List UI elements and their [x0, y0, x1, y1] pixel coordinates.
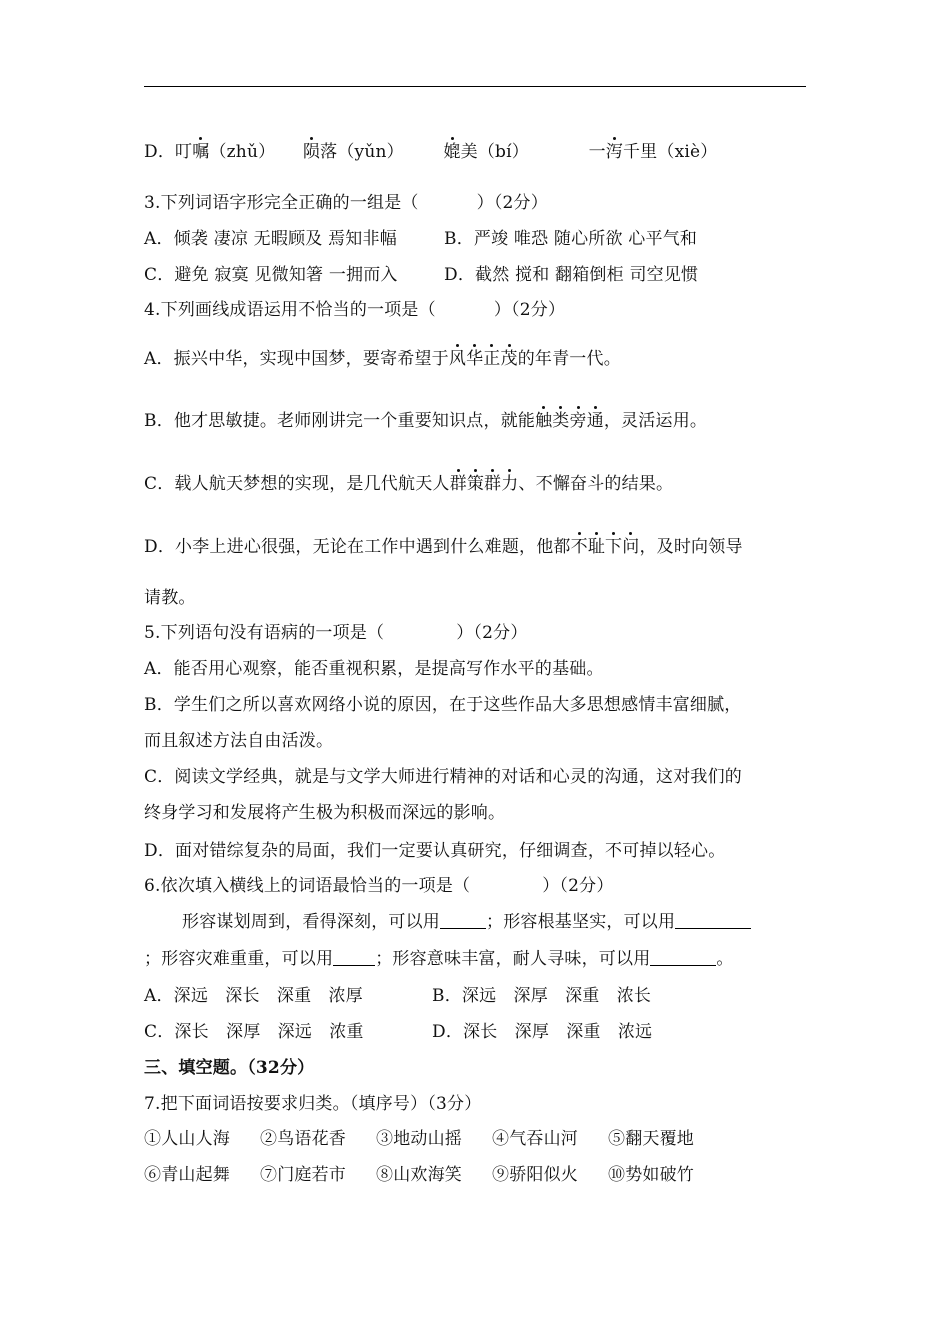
dotted-char: 嘱 — [192, 142, 210, 162]
fill-blank[interactable] — [675, 911, 751, 929]
q4-option-a — [144, 348, 621, 370]
q6-stem — [144, 875, 614, 897]
pinyin: （zhǔ） — [209, 142, 276, 162]
fill-blank[interactable] — [333, 948, 375, 966]
question-text: 3.下列词语字形完全正确的一组是（ — [144, 193, 419, 213]
q4-option-b — [144, 410, 707, 432]
option-a: A．深远 深长 深重 浓厚 — [144, 986, 363, 1006]
passage-text: ；形容根基坚实，可以用 — [486, 912, 676, 932]
passage-text: 。 — [716, 949, 734, 969]
q5-option-d: D．面对错综复杂的局面，我们一定要认真研究，仔细调查，不可掉以轻心。 — [144, 841, 726, 861]
option-c: C．避免 寂寞 见微知箸 一拥而入 — [144, 265, 398, 285]
q5-stem — [144, 622, 528, 644]
underlined-idiom: 风华正茂 — [448, 349, 518, 369]
question-text: 4.下列画线成语运用不恰当的一项是（ — [144, 300, 436, 320]
q7-stem: 7.把下面词语按要求归类。（填序号）（3分） — [144, 1094, 482, 1114]
q5-option-b: B．学生们之所以喜欢网络小说的原因，在于这些作品大多思想感情丰富细腻， — [144, 695, 742, 715]
word-char: 叮 — [175, 142, 193, 162]
q6-passage-line2 — [144, 948, 734, 970]
word-item: ①人山人海 — [144, 1129, 230, 1149]
word-item: ②鸟语花香 — [260, 1129, 346, 1149]
option-text: A．振兴中华，实现中国梦，要寄希望于 — [144, 349, 449, 369]
pinyin: （xiè） — [657, 142, 718, 162]
section-heading: 三、填空题。（32分） — [144, 1058, 315, 1078]
fill-blank[interactable] — [650, 948, 716, 966]
q4-option-d-cont: 请教。 — [144, 588, 196, 608]
dotted-char: 陨 — [302, 142, 321, 162]
fill-blank[interactable] — [440, 911, 486, 929]
option-text: 、不懈奋斗的结果。 — [518, 474, 674, 494]
q5-option-a: A．能否用心观察，能否重视积累，是提高写作水平的基础。 — [144, 659, 604, 679]
option-text: D．小李上进心很强，无论在工作中遇到什么难题，他都 — [144, 537, 571, 557]
q6-options-ab — [144, 985, 651, 1007]
question-text: 6.依次填入横线上的词语最恰当的一项是（ — [144, 876, 471, 896]
word-item: ⑤翻天覆地 — [608, 1129, 694, 1149]
q4-option-d — [144, 536, 743, 558]
option-d: D．截然 搅和 翻箱倒柜 司空见惯 — [444, 265, 699, 285]
passage-text: ；形容灾难重重，可以用 — [144, 949, 334, 969]
header-rule — [144, 86, 806, 87]
underlined-idiom: 不耻下问 — [570, 537, 640, 557]
option-b: B．深远 深厚 深重 浓长 — [432, 986, 652, 1006]
option-text: C．载人航天梦想的实现，是几代航天人 — [144, 474, 450, 494]
word-item: ④气吞山河 — [492, 1129, 578, 1149]
q5-option-c: C．阅读文学经典，就是与文学大师进行精神的对话和心灵的沟通，这对我们的 — [144, 767, 743, 787]
q6-passage-line1 — [182, 911, 751, 933]
passage-text: ；形容意味丰富，耐人寻味，可以用 — [375, 949, 651, 969]
q5-option-b-cont: 而且叙述方法自由活泼。 — [144, 731, 334, 751]
q3-options-cd — [144, 264, 698, 286]
option-b: B．严竣 唯恐 随心所欲 心平气和 — [444, 229, 698, 249]
option-text: B．他才思敏捷。老师刚讲完一个重要知识点，就能 — [144, 411, 536, 431]
q4-option-c — [144, 473, 673, 495]
word-char: 一 — [588, 142, 606, 162]
score-text: ）（2分） — [476, 193, 548, 213]
word-item: ⑩势如破竹 — [608, 1165, 694, 1185]
word-char: 美 — [460, 142, 478, 162]
underlined-idiom: 触类旁通 — [535, 411, 604, 431]
q7-words-row1 — [144, 1128, 694, 1150]
word-char: 千里 — [622, 142, 658, 162]
option-text: ，灵活运用。 — [603, 411, 708, 431]
option-text: 的年青一代。 — [517, 349, 621, 369]
dotted-char: 媲 — [443, 142, 461, 162]
underlined-idiom: 群策群力 — [449, 474, 519, 494]
option-d: D．深长 深厚 深重 浓远 — [432, 1022, 653, 1042]
pinyin: （yǔn） — [337, 142, 404, 162]
score-text: ）（2分） — [456, 623, 528, 643]
word-item: ⑨骄阳似火 — [492, 1165, 578, 1185]
score-text: ）（2分） — [493, 300, 566, 320]
pinyin: （bí） — [477, 142, 529, 162]
word-item: ⑧山欢海笑 — [376, 1165, 462, 1185]
q4-stem — [144, 299, 565, 321]
option-c: C．深长 深厚 深远 浓重 — [144, 1022, 364, 1042]
passage-text: 形容谋划周到，看得深刻，可以用 — [182, 912, 440, 932]
score-text: ）（2分） — [542, 876, 614, 896]
option-label: D． — [144, 142, 176, 162]
word-item: ⑥青山起舞 — [144, 1165, 230, 1185]
option-text: ，及时向领导 — [639, 537, 743, 557]
q5-option-c-cont: 终身学习和发展将产生极为积极而深远的影响。 — [144, 803, 506, 823]
word-item: ⑦门庭若市 — [260, 1165, 346, 1185]
q7-words-row2 — [144, 1164, 694, 1186]
question-text: 5.下列语句没有语病的一项是（ — [144, 623, 385, 643]
q3-options-ab — [144, 228, 697, 250]
q6-options-cd — [144, 1021, 652, 1043]
q2-option-d — [144, 141, 717, 163]
q3-stem — [144, 192, 548, 214]
word-item: ③地动山摇 — [376, 1129, 462, 1149]
word-char: 落 — [320, 142, 338, 162]
dotted-char: 泻 — [605, 142, 623, 162]
option-a: A．倾袭 凄凉 无暇顾及 焉知非幅 — [144, 229, 397, 249]
